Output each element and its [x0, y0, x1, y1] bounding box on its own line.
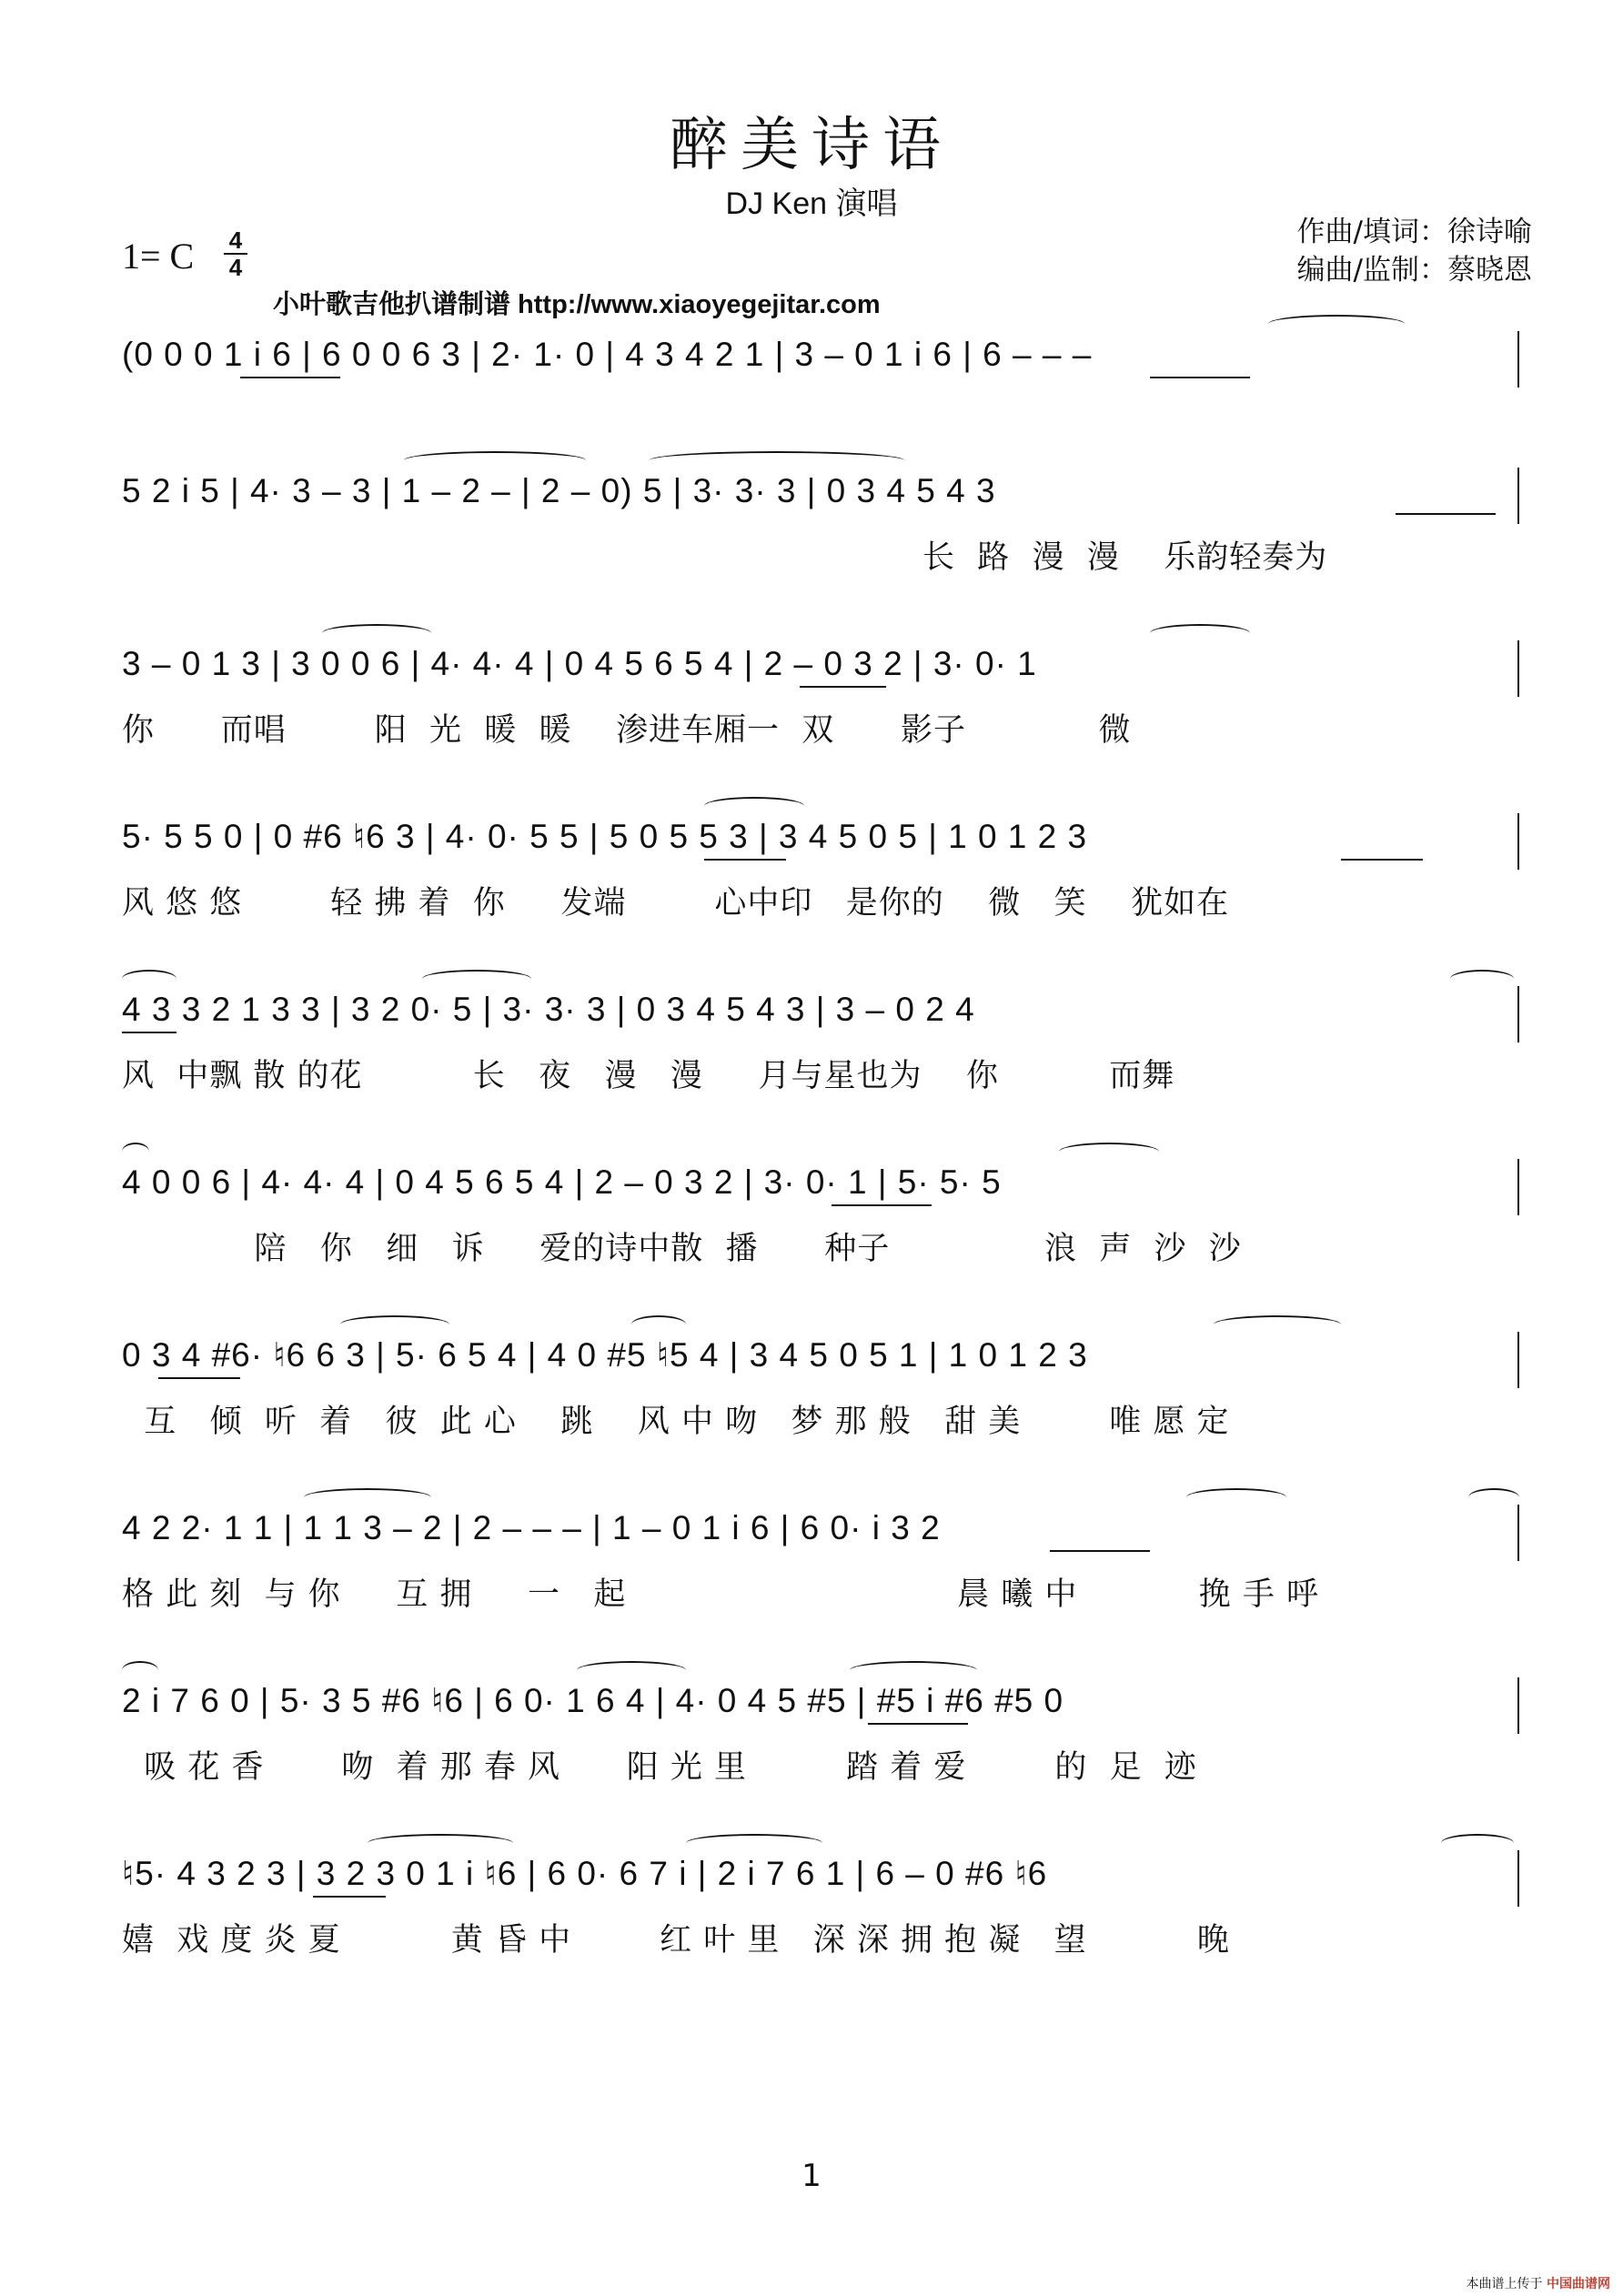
score-row-2 [122, 455, 1519, 600]
slur [631, 1315, 686, 1334]
slur [1450, 970, 1514, 988]
time-signature [222, 227, 249, 280]
slur [1059, 1143, 1159, 1161]
slur [122, 970, 176, 988]
slur [577, 1661, 686, 1679]
lyrics-line: 吸 花 香 吻 着 那 春 风 阳 光 里 踏 着 爱 的 足 迹 [122, 1749, 1197, 1786]
time-signature-top: 4 [228, 227, 243, 254]
slur [122, 1661, 158, 1679]
lyrics-line [122, 398, 1519, 444]
lyrics-line: 长 路 漫 漫 乐韵轻奏为 [922, 539, 1328, 576]
beam [704, 859, 786, 861]
slur [1268, 315, 1405, 333]
footer-uploader-text: 本曲谱上传于 [1466, 2277, 1543, 2291]
slur [1150, 624, 1250, 642]
slur [422, 970, 531, 988]
beam [313, 1896, 386, 1898]
score-row-5 [122, 973, 1519, 1119]
slur [704, 797, 804, 815]
credit-composer-lyricist: 作曲/填词：徐诗喻 [1296, 216, 1532, 248]
score-row-4 [122, 801, 1519, 946]
barline [1517, 1505, 1519, 1561]
notation-line: 0 3 4 #6· ♮6 6 3 | 5· 6 5 4 | 4 0 #5 ♮5 4 | 3 4 5 0 5 1 | 1 0 1 2 3 [122, 1336, 1088, 1374]
notation-line: 4 3 3 2 1 3 3 | 3 2 0· 5 | 3· 3· 3 | 0 3 4 5 4 3 | 3 – 0 2 4 [122, 991, 975, 1028]
slur [304, 1488, 431, 1506]
singer-credit: DJ Ken 演唱 [725, 186, 898, 221]
slur [1441, 1834, 1514, 1852]
score-title: 醉美诗语 [670, 112, 953, 179]
slur [340, 1315, 449, 1334]
lyrics-line: 嬉 戏 度 炎 夏 黄 昏 中 红 叶 里 深 深 拥 抱 凝 望 晚 [122, 1922, 1230, 1959]
lyrics-line: 格 此 刻 与 你 互 拥 一 起 晨 曦 中 挽 手 呼 [122, 1576, 1320, 1613]
notation-line: (0 0 0 1 i 6 | 6 0 0 6 3 | 2· 1· 0 | 4 3 4 2 1 | 3 – 0 1 i 6 | 6 – – – [122, 336, 1093, 373]
transcriber-credit: 小叶歌吉他扒谱制谱 http://www.xiaoyegejitar.com [273, 290, 881, 319]
score-row-10 [122, 1838, 1519, 1983]
lyrics-line: 互 倾 听 着 彼 此 心 跳 风 中 吻 梦 那 般 甜 美 唯 愿 定 [122, 1404, 1230, 1440]
score-row-3 [122, 628, 1519, 773]
score-row-9 [122, 1665, 1519, 1810]
notation-line: 5 2 i 5 | 4· 3 – 3 | 1 – 2 – | 2 – 0) 5 | 3· 3· 3 | 0 3 4 5 4 3 [122, 472, 996, 509]
lyrics-line: 风 悠 悠 轻 拂 着 你 发端 心中印 是你的 微 笑 犹如在 [122, 885, 1230, 921]
key-signature: 1= C [122, 236, 195, 277]
slur [404, 451, 586, 469]
beam [1150, 377, 1250, 378]
beam [240, 377, 340, 378]
time-signature-bottom: 4 [228, 254, 243, 281]
notation-line: 4 0 0 6 | 4· 4· 4 | 0 4 5 6 5 4 | 2 – 0 3 2 | 3· 0· 1 | 5· 5· 5 [122, 1163, 1002, 1201]
slur [1186, 1488, 1286, 1506]
barline [1517, 1159, 1519, 1215]
footer-brand: 中国曲谱网 [1547, 2277, 1610, 2291]
barline [1517, 1850, 1519, 1907]
notation-line: 5· 5 5 0 | 0 #6 ♮6 3 | 4· 0· 5 5 | 5 0 5 5 3 | 3 4 5 0 5 | 1 0 1 2 3 [122, 818, 1088, 855]
score-row-8 [122, 1492, 1519, 1637]
lyrics-line: 风 中飘 散 的花 长 夜 漫 漫 月与星也为 你 而舞 [122, 1058, 1175, 1094]
beam [158, 1377, 240, 1379]
beam [1341, 859, 1423, 861]
slur [368, 1834, 513, 1852]
lyrics-line: 陪 你 细 诉 爱的诗中散 播 种子 浪 声 沙 沙 [122, 1231, 1242, 1267]
slur [650, 451, 904, 469]
beam [832, 1204, 932, 1206]
notation-line: 4 2 2· 1 1 | 1 1 3 – 2 | 2 – – – | 1 – 0 1 i 6 | 6 0· i 3 2 [122, 1509, 941, 1546]
barline [1517, 331, 1519, 388]
footer-watermark [1467, 2274, 1610, 2292]
composer-credits [1297, 213, 1532, 289]
slur [322, 624, 431, 642]
barline [1517, 640, 1519, 697]
page-number: 1 [801, 2158, 822, 2194]
beam [1396, 513, 1496, 515]
credit-arranger-producer: 编曲/监制：蔡晓恩 [1296, 254, 1532, 287]
score-row-1 [122, 318, 1519, 464]
beam [800, 686, 886, 688]
score-row-6 [122, 1146, 1519, 1292]
notation-line: 3 – 0 1 3 | 3 0 0 6 | 4· 4· 4 | 0 4 5 6 5 4 | 2 – 0 3 2 | 3· 0· 1 [122, 645, 1037, 682]
beam [1050, 1550, 1150, 1552]
barline [1517, 813, 1519, 870]
barline [1517, 468, 1519, 524]
slur [122, 1143, 149, 1161]
slur [1468, 1488, 1519, 1506]
beam [868, 1723, 968, 1725]
notation-line: ♮5· 4 3 2 3 | 3 2 3 0 1 i ♮6 | 6 0· 6 7 i | 2 i 7 6 1 | 6 – 0 #6 ♮6 [122, 1855, 1048, 1892]
slur [686, 1834, 822, 1852]
lyrics-line: 你 而唱 阳 光 暖 暖 渗进车厢一 双 影子 微 [122, 712, 1132, 749]
barline [1517, 1677, 1519, 1734]
barline [1517, 986, 1519, 1042]
barline [1517, 1332, 1519, 1388]
slur [1214, 1315, 1341, 1334]
beam [122, 1032, 176, 1033]
notation-line: 2 i 7 6 0 | 5· 3 5 #6 ♮6 | 6 0· 1 6 4 | 4· 0 4 5 #5 | #5 i #6 #5 0 [122, 1682, 1064, 1719]
score-row-7 [122, 1319, 1519, 1465]
slur [850, 1661, 977, 1679]
